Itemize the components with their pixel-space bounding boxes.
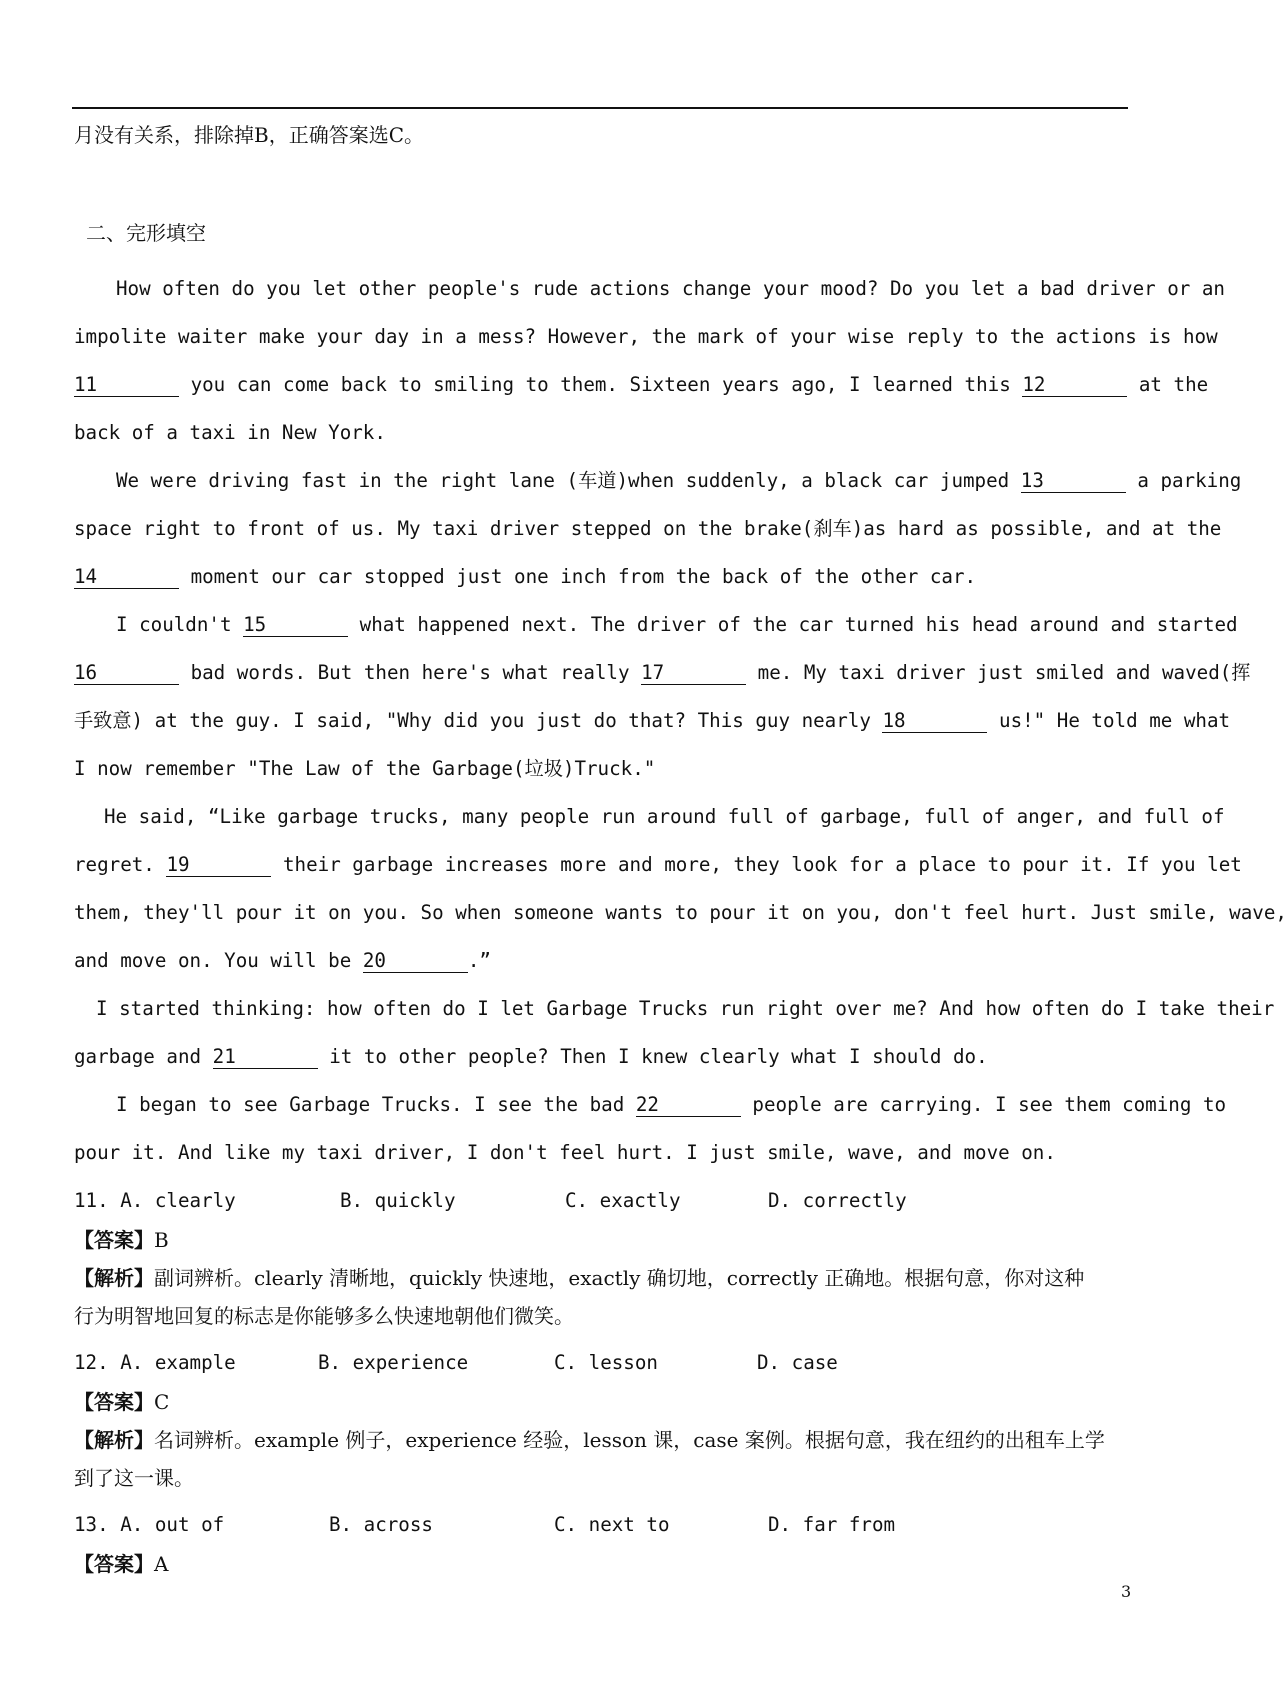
answer-label: 【答案】 bbox=[74, 1390, 154, 1414]
question-13-option-d: D. far from bbox=[768, 1513, 896, 1536]
passage-text: bad words. But then here's what really bbox=[190, 661, 630, 684]
passage-line bbox=[74, 946, 1130, 976]
question-12-option-d: D. case bbox=[757, 1351, 838, 1374]
blank-16: 16 bbox=[74, 662, 179, 685]
answer-value: C bbox=[154, 1390, 170, 1414]
question-11-option-b: B. quickly bbox=[340, 1189, 456, 1212]
passage-text: people are carrying. I see them coming to bbox=[752, 1093, 1227, 1116]
answer-label: 【答案】 bbox=[74, 1228, 154, 1252]
passage-text: 手致意) at the guy. I said, "Why did you just do that? This guy nearly bbox=[74, 709, 871, 732]
passage-text: what happened next. The driver of the car turned his head around and started bbox=[359, 613, 1238, 636]
answer-label: 【答案】 bbox=[74, 1552, 154, 1576]
page-number: 3 bbox=[1121, 1582, 1132, 1601]
passage-line: back of a taxi in New York. bbox=[74, 421, 386, 444]
passage-line bbox=[74, 850, 1242, 880]
question-11-analysis-cont: 行为明智地回复的标志是你能够多么快速地朝他们微笑。 bbox=[74, 1304, 574, 1328]
blank-14: 14 bbox=[74, 566, 179, 589]
passage-line bbox=[116, 610, 1238, 640]
passage-line bbox=[74, 370, 1209, 400]
blank-18: 18 bbox=[882, 710, 987, 733]
blank-17: 17 bbox=[641, 662, 746, 685]
blank-11: 11 bbox=[74, 374, 179, 397]
passage-line bbox=[74, 1042, 1130, 1072]
passage-text: moment our car stopped just one inch from the back of the other car. bbox=[190, 565, 977, 588]
continued-text: 月没有关系，排除掉B，正确答案选C。 bbox=[74, 123, 424, 147]
passage-text: you can come back to smiling to them. Sixteen years ago, I learned this bbox=[190, 373, 1011, 396]
passage-text: it to other people? Then I knew clearly what I should do. bbox=[329, 1045, 988, 1068]
passage-text: .” bbox=[467, 949, 491, 972]
passage-text: garbage and bbox=[74, 1045, 202, 1068]
analysis-text: 副词辨析。clearly 清晰地，quickly 快速地，exactly 确切地，correctly 正确地。根据句意，你对这种 bbox=[154, 1266, 1085, 1290]
passage-line bbox=[116, 1090, 1227, 1120]
passage-line bbox=[74, 658, 1251, 688]
passage-line: How often do you let other people's rude actions change your mood? Do you let a bad driver or an bbox=[116, 277, 1225, 300]
answer-value: A bbox=[154, 1552, 169, 1576]
question-11-option-d: D. correctly bbox=[768, 1189, 907, 1212]
question-13-option-c: C. next to bbox=[554, 1513, 670, 1536]
passage-text: I couldn't bbox=[116, 613, 232, 636]
passage-line: pour it. And like my taxi driver, I don't feel hurt. I just smile, wave, and move on. bbox=[74, 1141, 1056, 1164]
question-11-option-a: 11. A. clearly bbox=[74, 1189, 236, 1212]
blank-13: 13 bbox=[1021, 470, 1126, 493]
question-13-answer bbox=[74, 1549, 168, 1579]
passage-text: a parking bbox=[1137, 469, 1242, 492]
blank-15: 15 bbox=[243, 614, 348, 637]
passage-text: regret. bbox=[74, 853, 155, 876]
passage-line bbox=[74, 562, 1130, 592]
section-title: 二、完形填空 bbox=[86, 221, 206, 245]
analysis-label: 【解析】 bbox=[74, 1428, 154, 1452]
blank-20: 20 bbox=[363, 950, 468, 973]
passage-text: us!" He told me what bbox=[999, 709, 1231, 732]
question-12-analysis-cont: 到了这一课。 bbox=[74, 1466, 194, 1490]
question-13-option-b: B. across bbox=[329, 1513, 433, 1536]
passage-line: them, they'll pour it on you. So when someone wants to pour it on you, don't feel hurt. Just smile, wave, bbox=[74, 901, 1287, 924]
analysis-label: 【解析】 bbox=[74, 1266, 154, 1290]
blank-19: 19 bbox=[166, 854, 271, 877]
question-12-answer bbox=[74, 1387, 169, 1417]
blank-22: 22 bbox=[636, 1094, 741, 1117]
passage-text: and move on. You will be bbox=[74, 949, 352, 972]
blank-12: 12 bbox=[1022, 374, 1127, 397]
passage-text: I began to see Garbage Trucks. I see the bad bbox=[116, 1093, 625, 1116]
question-13-option-a: 13. A. out of bbox=[74, 1513, 225, 1536]
question-12-option-c: C. lesson bbox=[554, 1351, 658, 1374]
question-12-option-a: 12. A. example bbox=[74, 1351, 236, 1374]
question-11-answer bbox=[74, 1225, 169, 1255]
question-12-option-b: B. experience bbox=[318, 1351, 469, 1374]
passage-text: We were driving fast in the right lane (车道)when suddenly, a black car jumped bbox=[116, 469, 1010, 492]
header-rule bbox=[72, 107, 1128, 109]
question-11-analysis bbox=[74, 1263, 1084, 1293]
analysis-text: 名词辨析。example 例子，experience 经验，lesson 课，case 案例。根据句意，我在纽约的出租车上学 bbox=[154, 1428, 1105, 1452]
question-11-option-c: C. exactly bbox=[565, 1189, 681, 1212]
passage-line: I started thinking: how often do I let Garbage Trucks run right over me? And how often do I take their bbox=[96, 997, 1275, 1020]
passage-line: impolite waiter make your day in a mess? However, the mark of your wise reply to the actions is how bbox=[74, 325, 1218, 348]
passage-line: I now remember "The Law of the Garbage(垃圾)Truck." bbox=[74, 757, 656, 780]
blank-21: 21 bbox=[213, 1046, 318, 1069]
passage-line bbox=[116, 466, 1242, 496]
question-12-analysis bbox=[74, 1425, 1105, 1455]
passage-line: He said, “Like garbage trucks, many people run around full of garbage, full of anger, and full of bbox=[104, 805, 1225, 828]
answer-value: B bbox=[154, 1228, 169, 1252]
passage-line bbox=[74, 706, 1231, 736]
passage-text: me. My taxi driver just smiled and waved(挥 bbox=[757, 661, 1251, 684]
passage-line: space right to front of us. My taxi driver stepped on the brake(刹车)as hard as possible, and at the bbox=[74, 517, 1222, 540]
passage-text: their garbage increases more and more, they look for a place to pour it. If you let bbox=[283, 853, 1242, 876]
passage-text: at the bbox=[1138, 373, 1209, 396]
